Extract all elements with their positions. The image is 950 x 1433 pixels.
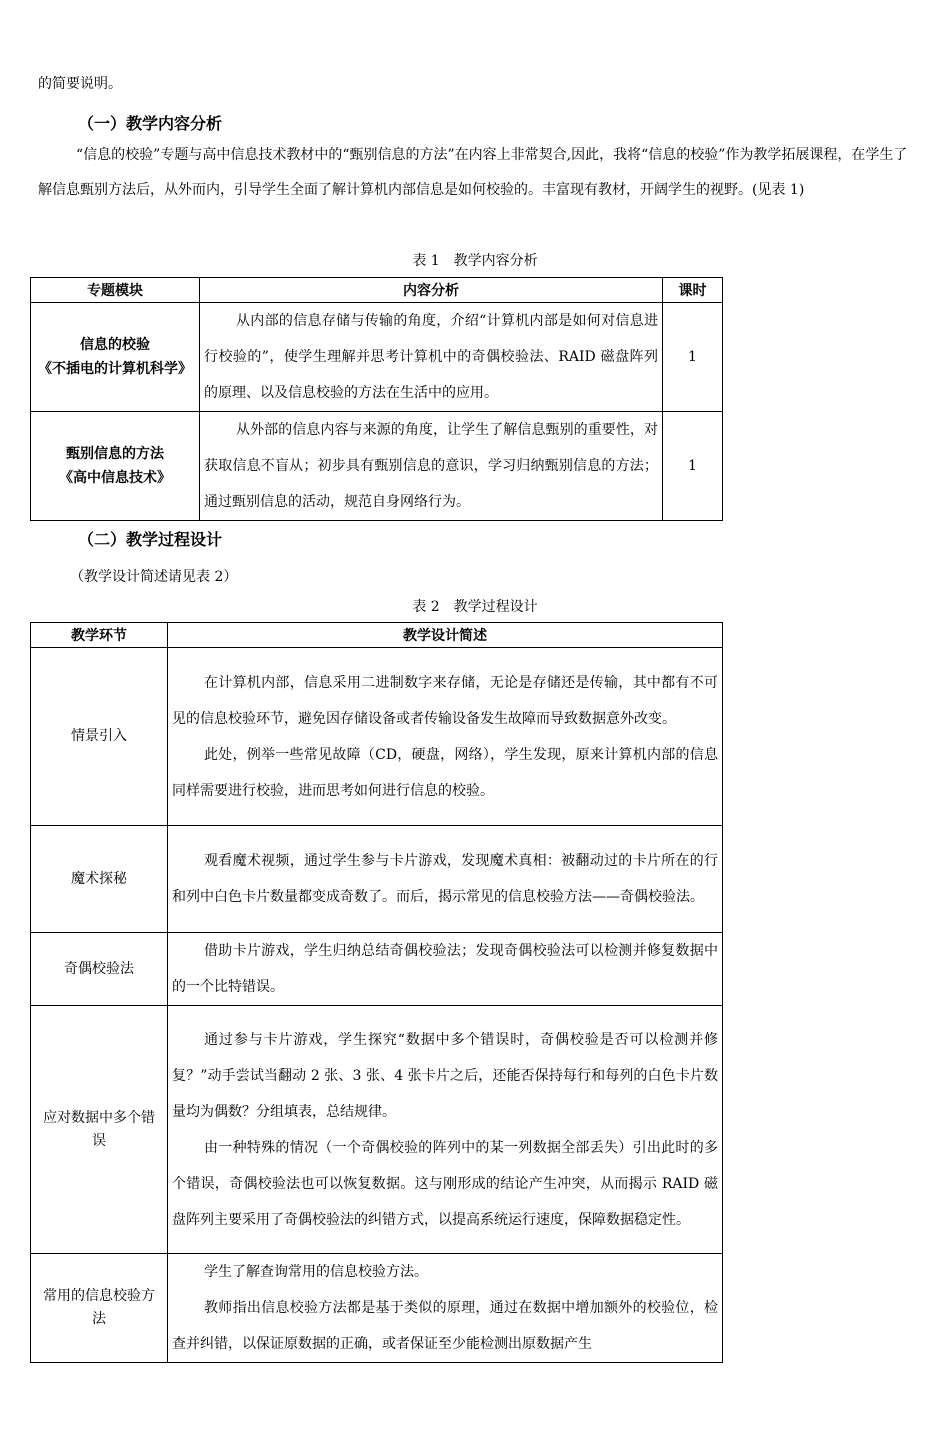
table-row [31, 303, 723, 412]
description-cell [168, 648, 723, 826]
module-cell [31, 303, 200, 412]
content-analysis-table [30, 277, 723, 521]
section1-heading: （一）教学内容分析 [78, 114, 223, 133]
module-source: 《高中信息技术》 [59, 470, 171, 486]
stage-cell: 常用的信息校验方法 [31, 1254, 168, 1363]
table1-header-module: 专题模块 [31, 278, 200, 303]
table-row [31, 826, 723, 933]
description-cell [168, 826, 723, 933]
stage-cell: 奇偶校验法 [31, 933, 168, 1006]
table2-header-description: 教学设计简述 [168, 623, 723, 648]
table1-header-row [31, 278, 723, 303]
description-cell [168, 1254, 723, 1363]
table-row [31, 412, 723, 521]
table2-caption: 表 2 教学过程设计 [412, 599, 538, 615]
description-paragraph: 观看魔术视频，通过学生参与卡片游戏，发现魔术真相：被翻动过的卡片所在的行和列中白色卡片数量都变成奇数了。而后，揭示常见的信息校验方法——奇偶校验法。 [172, 853, 718, 905]
description-paragraph: 学生了解查询常用的信息校验方法。 [204, 1264, 428, 1280]
content-cell [200, 303, 663, 412]
table1-header-content: 内容分析 [200, 278, 663, 303]
section1-paragraph: “信息的校验”专题与高中信息技术教材中的“甄别信息的方法”在内容上非常契合,因此，我将“信息的校验”作为教学拓展课程，在学生了解信息甄别方法后，从外而内，引导学生全面了解计算机内部信息是如何校验的。丰富现有教材，开阔学生的视野。(见表 1) [38, 147, 908, 198]
module-cell [31, 412, 200, 521]
description-cell [168, 933, 723, 1006]
table-row [31, 1254, 723, 1363]
table-row [31, 648, 723, 826]
process-design-table [30, 622, 723, 1363]
intro-tail-text: 的简要说明。 [38, 76, 122, 92]
stage-cell: 魔术探秘 [31, 826, 168, 933]
description-paragraph: 通过参与卡片游戏，学生探究“数据中多个错误时，奇偶校验是否可以检测并修复？”动手尝试当翻动 2 张、3 张、4 张卡片之后，还能否保持每行和每列的白色卡片数量均为偶数？分组填表，总结规律。 [172, 1031, 718, 1120]
module-title: 信息的校验 [80, 337, 150, 353]
description-paragraph: 借助卡片游戏，学生归纳总结奇偶校验法；发现奇偶校验法可以检测并修复数据中的一个比特错误。 [172, 943, 718, 995]
content-cell [200, 412, 663, 521]
description-paragraph: 教师指出信息校验方法都是基于类似的原理，通过在数据中增加额外的校验位，检查并纠错，以保证原数据的正确，或者保证至少能检测出原数据产生 [172, 1300, 718, 1352]
stage-cell: 应对数据中多个错误 [31, 1006, 168, 1254]
table-row [31, 1006, 723, 1254]
content-text: 从内部的信息存储与传输的角度，介绍“计算机内部是如何对信息进行校验的”，使学生理解并思考计算机中的奇偶校验法、RAID 磁盘阵列的原理、以及信息校验的方法在生活中的应用。 [204, 313, 658, 401]
hours-cell: 1 [663, 412, 723, 521]
section2-note: （教学设计简述请见表 2） [70, 569, 238, 585]
description-cell [168, 1006, 723, 1254]
table2-header-row [31, 623, 723, 648]
description-paragraph: 由一种特殊的情况（一个奇偶校验的阵列中的某一列数据全部丢失）引出此时的多个错误，奇偶校验法也可以恢复数据。这与刚形成的结论产生冲突，从而揭示 RAID 磁盘阵列主要采用了奇偶校验法的纠错方式，以提高系统运行速度，保障数据稳定性。 [172, 1139, 718, 1228]
table1-caption: 表 1 教学内容分析 [412, 253, 538, 269]
stage-cell: 情景引入 [31, 648, 168, 826]
content-text: 从外部的信息内容与来源的角度，让学生了解信息甄别的重要性，对获取信息不盲从；初步具有甄别信息的意识，学习归纳甄别信息的方法；通过甄别信息的活动，规范自身网络行为。 [204, 422, 658, 510]
description-paragraph: 此处，例举一些常见故障（CD，硬盘，网络），学生发现，原来计算机内部的信息同样需要进行校验，进而思考如何进行信息的校验。 [172, 746, 718, 799]
hours-cell: 1 [663, 303, 723, 412]
table1-header-hours: 课时 [663, 278, 723, 303]
module-source: 《不插电的计算机科学》 [38, 361, 192, 377]
section2-heading: （二）教学过程设计 [78, 530, 223, 549]
module-title: 甄别信息的方法 [66, 446, 164, 462]
table2-header-stage: 教学环节 [31, 623, 168, 648]
description-paragraph: 在计算机内部，信息采用二进制数字来存储，无论是存储还是传输，其中都有不可见的信息校验环节，避免因存储设备或者传输设备发生故障而导致数据意外改变。 [172, 674, 718, 727]
table-row [31, 933, 723, 1006]
